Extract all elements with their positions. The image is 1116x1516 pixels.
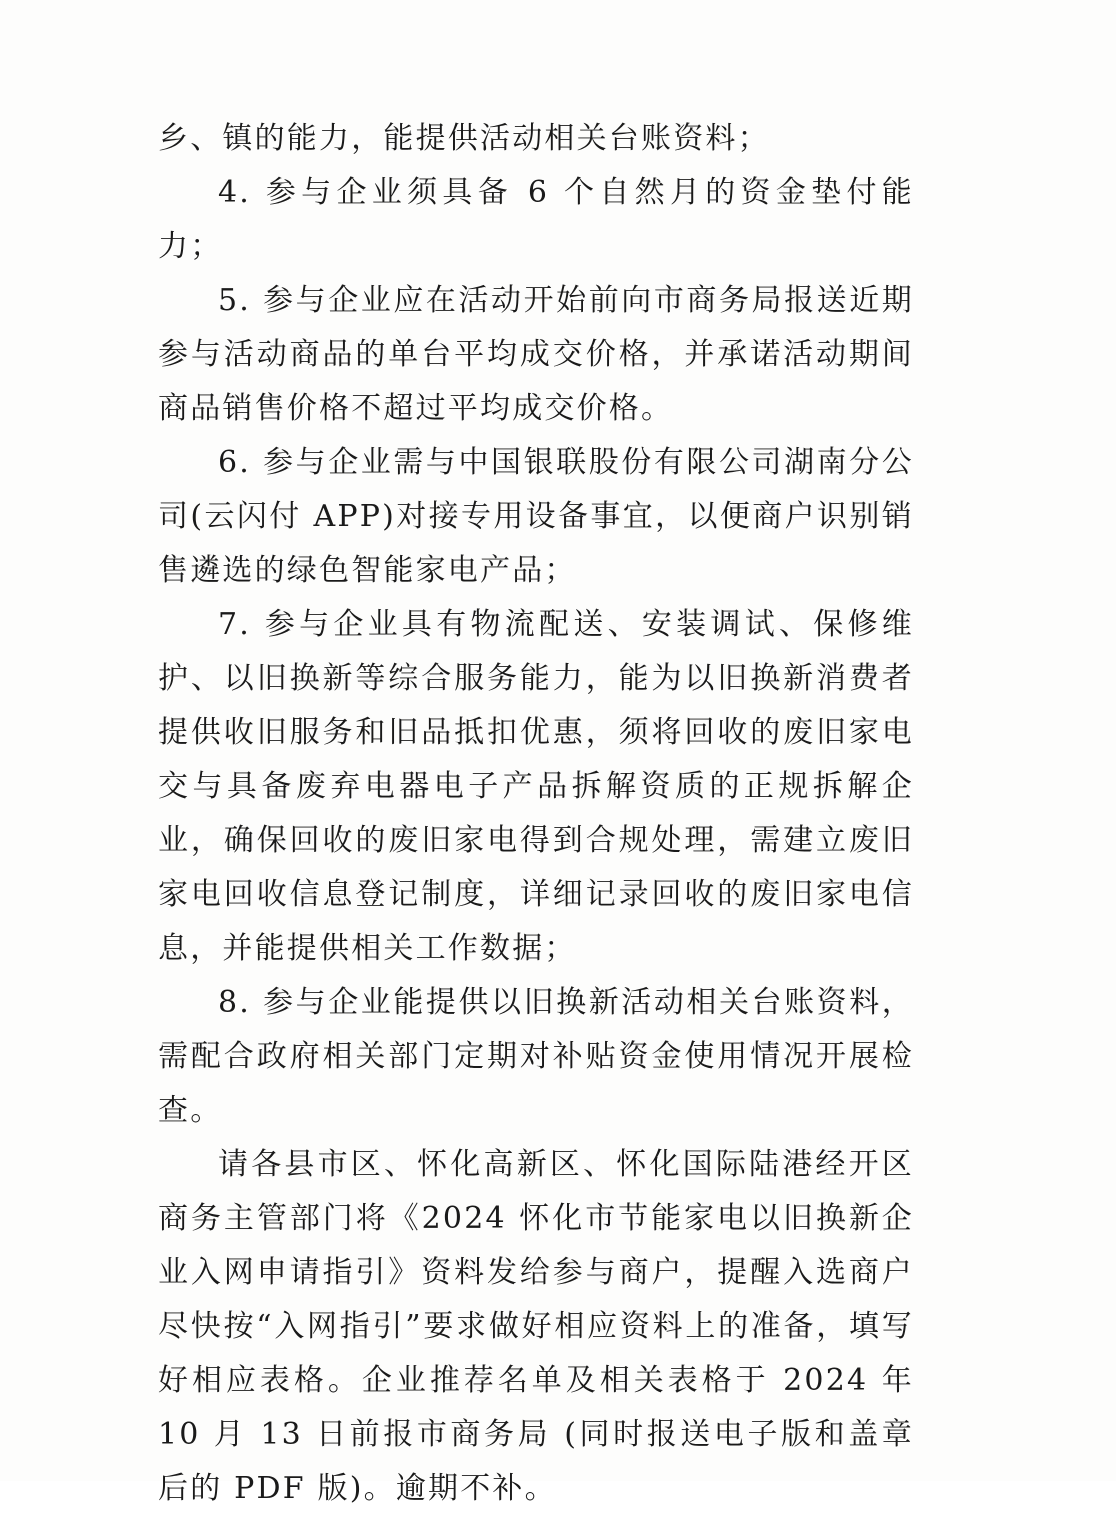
- paragraph-item-8: 8. 参与企业能提供以旧换新活动相关台账资料，需配合政府相关部门定期对补贴资金使用情况开展检查。: [158, 985, 914, 1128]
- paragraph-item-7: 7. 参与企业具有物流配送、安装调试、保修维护、以旧换新等综合服务能力，能为以旧换新消费者提供收旧服务和旧品抵扣优惠，须将回收的废旧家电交与具备废弃电器电子产品拆解资质的正规拆解企业，确保回收的废旧家电得到合规处理，需建立废旧家电回收信息登记制度，详细记录回收的废旧家电信息，并能提供相关工作数据；: [158, 607, 914, 966]
- document-body: [158, 112, 914, 1516]
- paragraph-request: 请各县市区、怀化高新区、怀化国际陆港经开区商务主管部门将《2024 怀化市节能家电以旧换新企业入网申请指引》资料发给参与商户，提醒入选商户尽快按“入网指引”要求做好相应资料上的准备，填写好相应表格。企业推荐名单及相关表格于 2024 年 10 月 13 日前报市商务局 (同时报送电子版和盖章后的 PDF 版)。逾期不补。: [158, 1147, 914, 1506]
- paragraph-item-5: 5. 参与企业应在活动开始前向市商务局报送近期参与活动商品的单台平均成交价格，并承诺活动期间商品销售价格不超过平均成交价格。: [158, 283, 914, 426]
- paragraph-continuation: 乡、镇的能力，能提供活动相关台账资料；: [158, 121, 770, 156]
- paragraph-item-4: 4. 参与企业须具备 6 个自然月的资金垫付能力；: [158, 175, 914, 264]
- paragraph-item-6: 6. 参与企业需与中国银联股份有限公司湖南分公 司(云闪付 APP)对接专用设备事宜，以便商户识别销售遴选的绿色智能家电产品；: [158, 445, 914, 588]
